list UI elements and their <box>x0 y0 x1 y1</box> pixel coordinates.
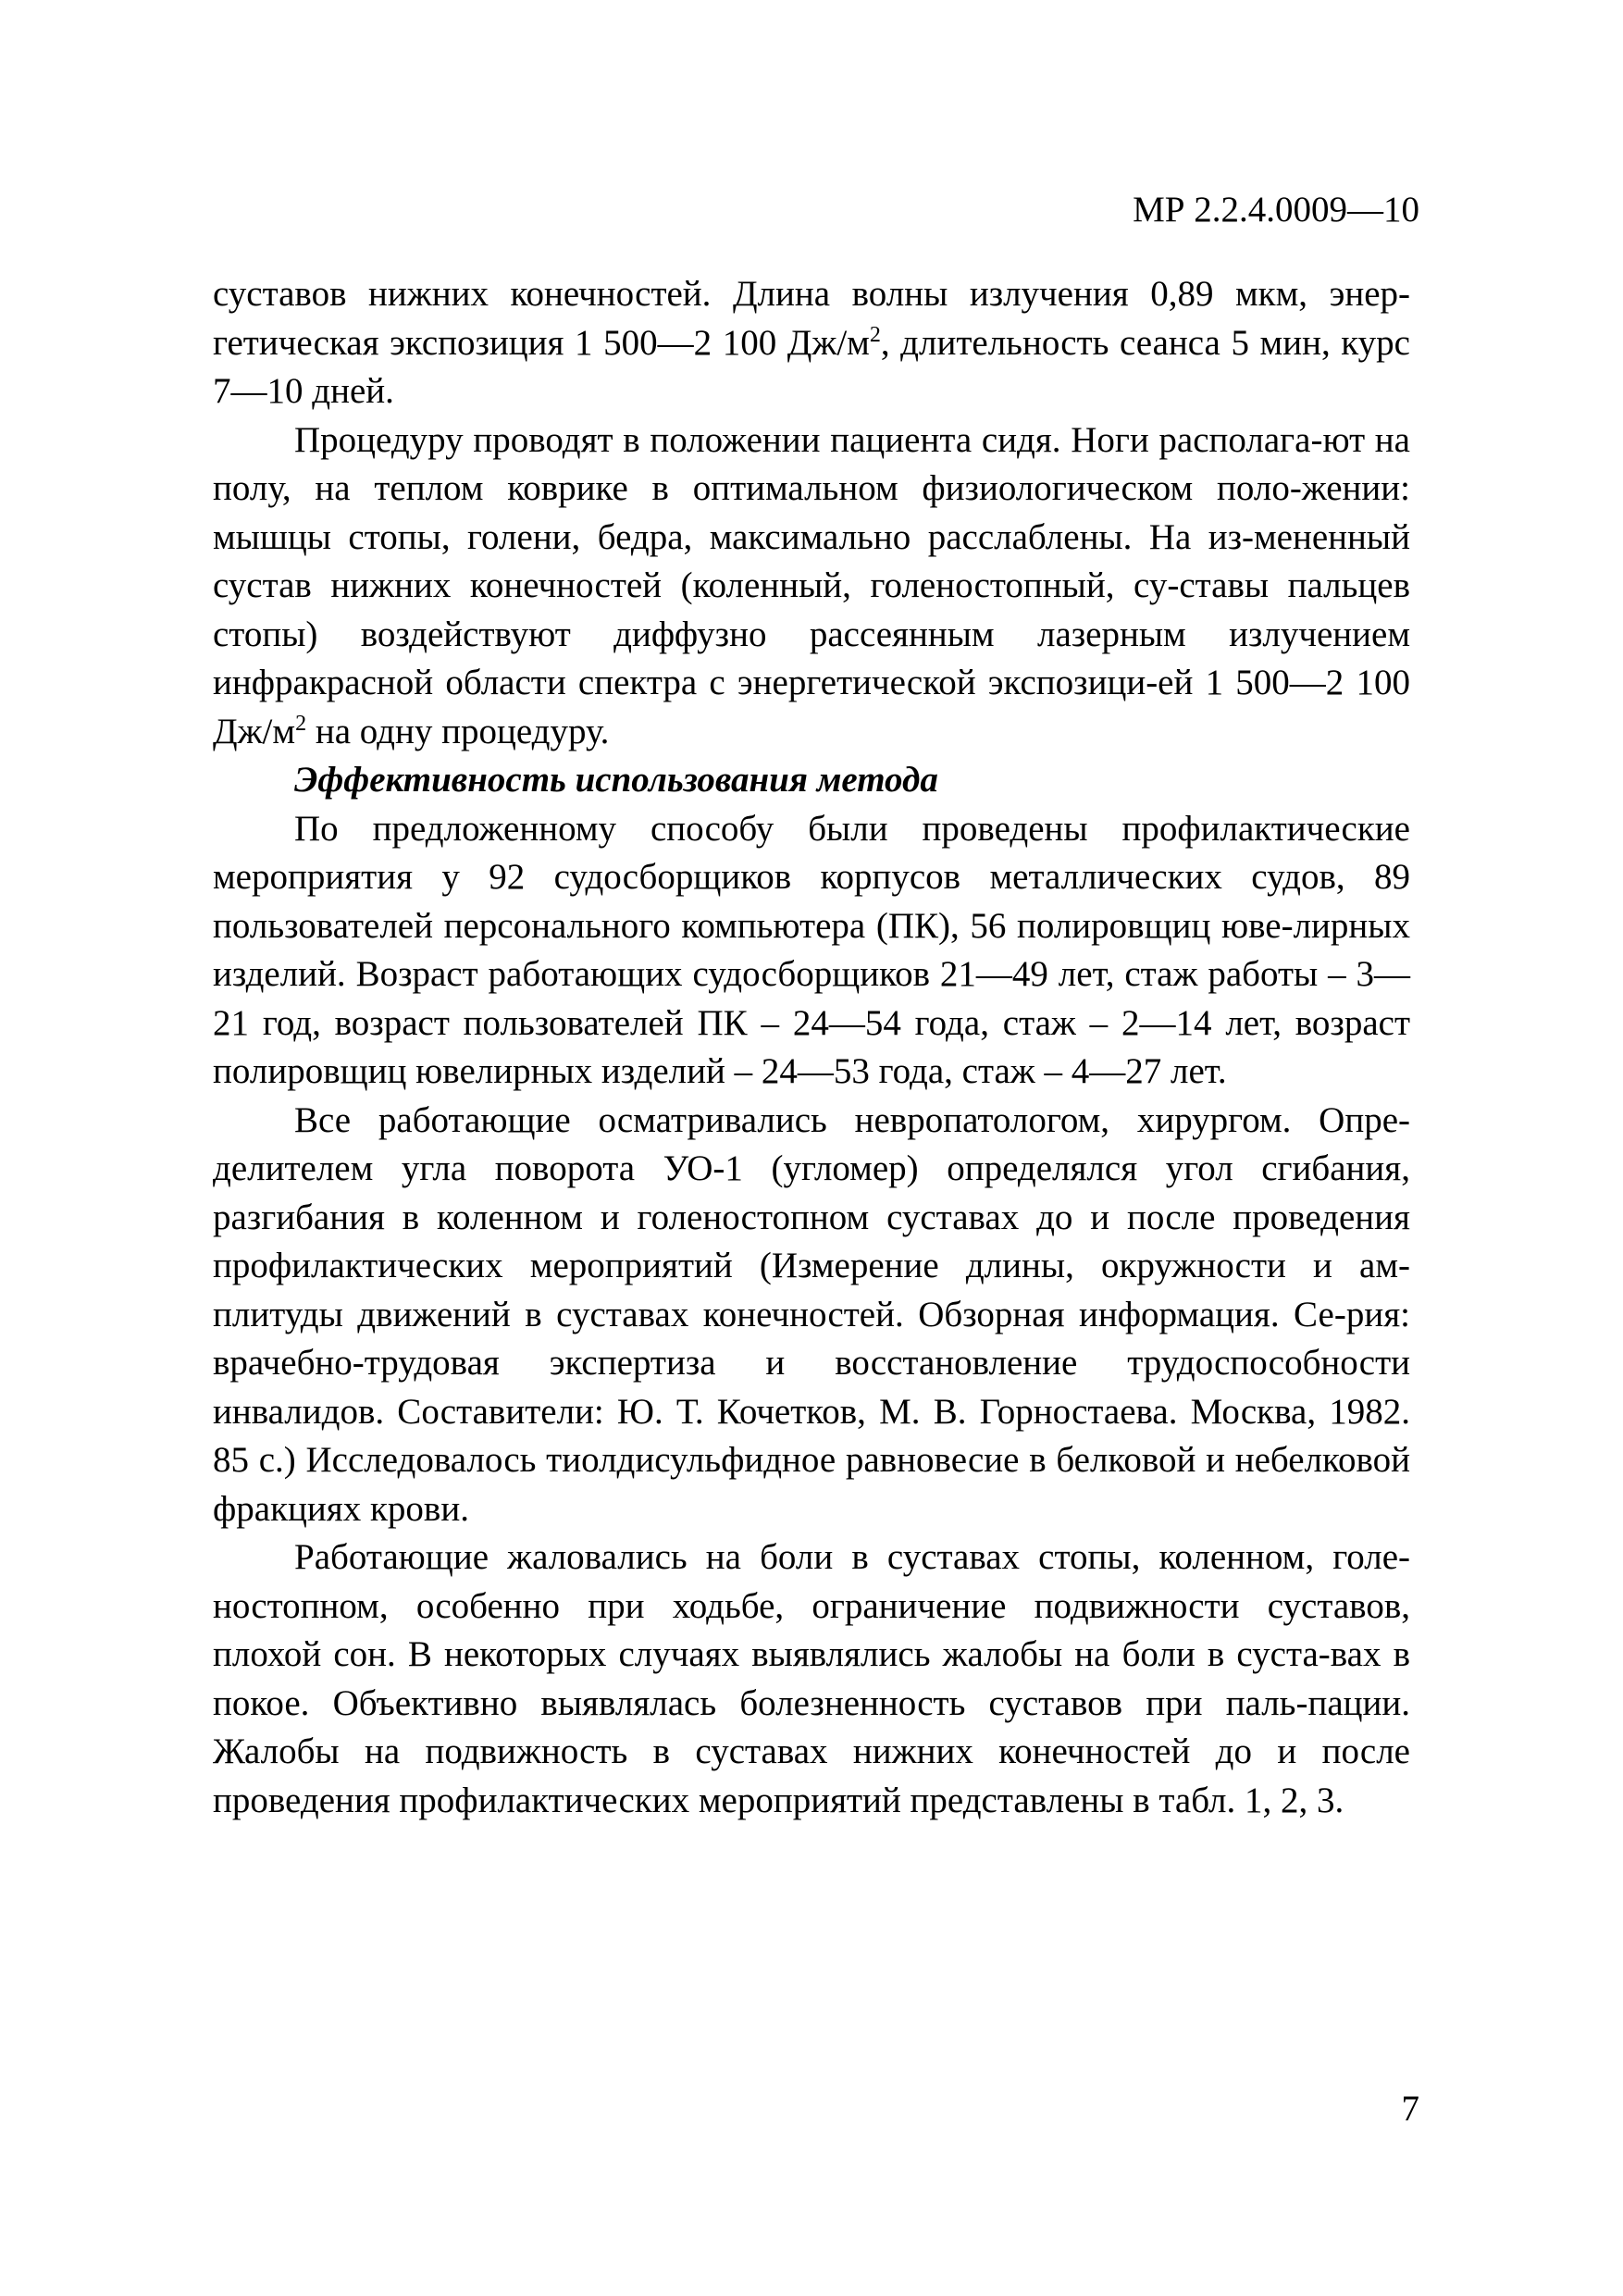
paragraph-text: Процедуру проводят в положении пациента сидя. Ноги располага-ют на полу, на теплом коврике в оптимальном физиологическом поло-жении: мышцы стопы, голени, бедра, максимально расслаблены. На из-мененный сустав нижних конечностей (коленный, голеностопный, су-ставы пальцев стопы) воздействуют диффузно рассеянным лазерным излучением инфракрасной области спектра с энергетической экспозици-ей 1 500—2 100 Дж/м <box>213 419 1410 751</box>
paragraph-text: , длительность сеанса 5 мин, курс 7—10 дней. <box>213 322 1410 411</box>
section-heading-effectiveness: Эффективность использования метода <box>294 760 938 800</box>
paragraph-complaints: Работающие жаловались на боли в суставах стопы, коленном, голе-ностопном, особенно при ходьбе, ограничение подвижности суставов, плохой сон. В некоторых случаях выявлялись жалобы на боли в суста-вах в покое. Объективно выявлялась болезненность суставов при паль-пации. Жалобы на подвижность в суставах нижних конечностей до и после проведения профилактических мероприятий представлены в табл. 1, 2, 3. <box>213 1537 1410 1820</box>
paragraph-laser-parameters <box>213 270 1410 416</box>
paragraph-text: суставов нижних конечностей. Длина волны излучения 0,89 мкм, энер-гетическая экспозиция 1 500—2 100 Дж/м <box>213 274 1410 363</box>
paragraph-text: на одну процедуру. <box>306 711 610 751</box>
paragraph-study-groups: По предложенному способу были проведены профилактические мероприятия у 92 судосборщиков корпусов металлических судов, 89 пользователей персонального компьютера (ПК), 56 полировщиц юве-лирных изделий. Возраст работающих судосборщиков 21—49 лет, стаж работы – 3—21 год, возраст пользователей ПК – 24—54 года, стаж – 2—14 лет, возраст полировщиц ювелирных изделий – 24—53 года, стаж – 4—27 лет. <box>213 808 1410 1091</box>
paragraph-examination: Все работающие осматривались невропатологом, хирургом. Опре-делителем угла поворота УО-1 (угломер) определялся угол сгибания, разгибания в коленном и голеностопном суставах до и после проведения профилактических мероприятий (Измерение длины, окружности и ам-плитуды движений в суставах конечностей. Обзорная информация. Се-рия: врачебно-трудовая экспертиза и восстановление трудоспособности инвалидов. Составители: Ю. Т. Кочетков, М. В. Горностаева. Москва, 1982. 85 с.) Исследовалось тиолдисульфидное равновесие в белковой и небелковой фракциях крови. <box>213 1099 1410 1529</box>
page-number: 7 <box>1401 2089 1419 2128</box>
superscript: 2 <box>869 322 881 347</box>
superscript: 2 <box>295 711 307 736</box>
document-code: МР 2.2.4.0009—10 <box>1133 190 1419 230</box>
paragraph-procedure <box>213 416 1410 757</box>
document-body <box>213 270 1410 1825</box>
